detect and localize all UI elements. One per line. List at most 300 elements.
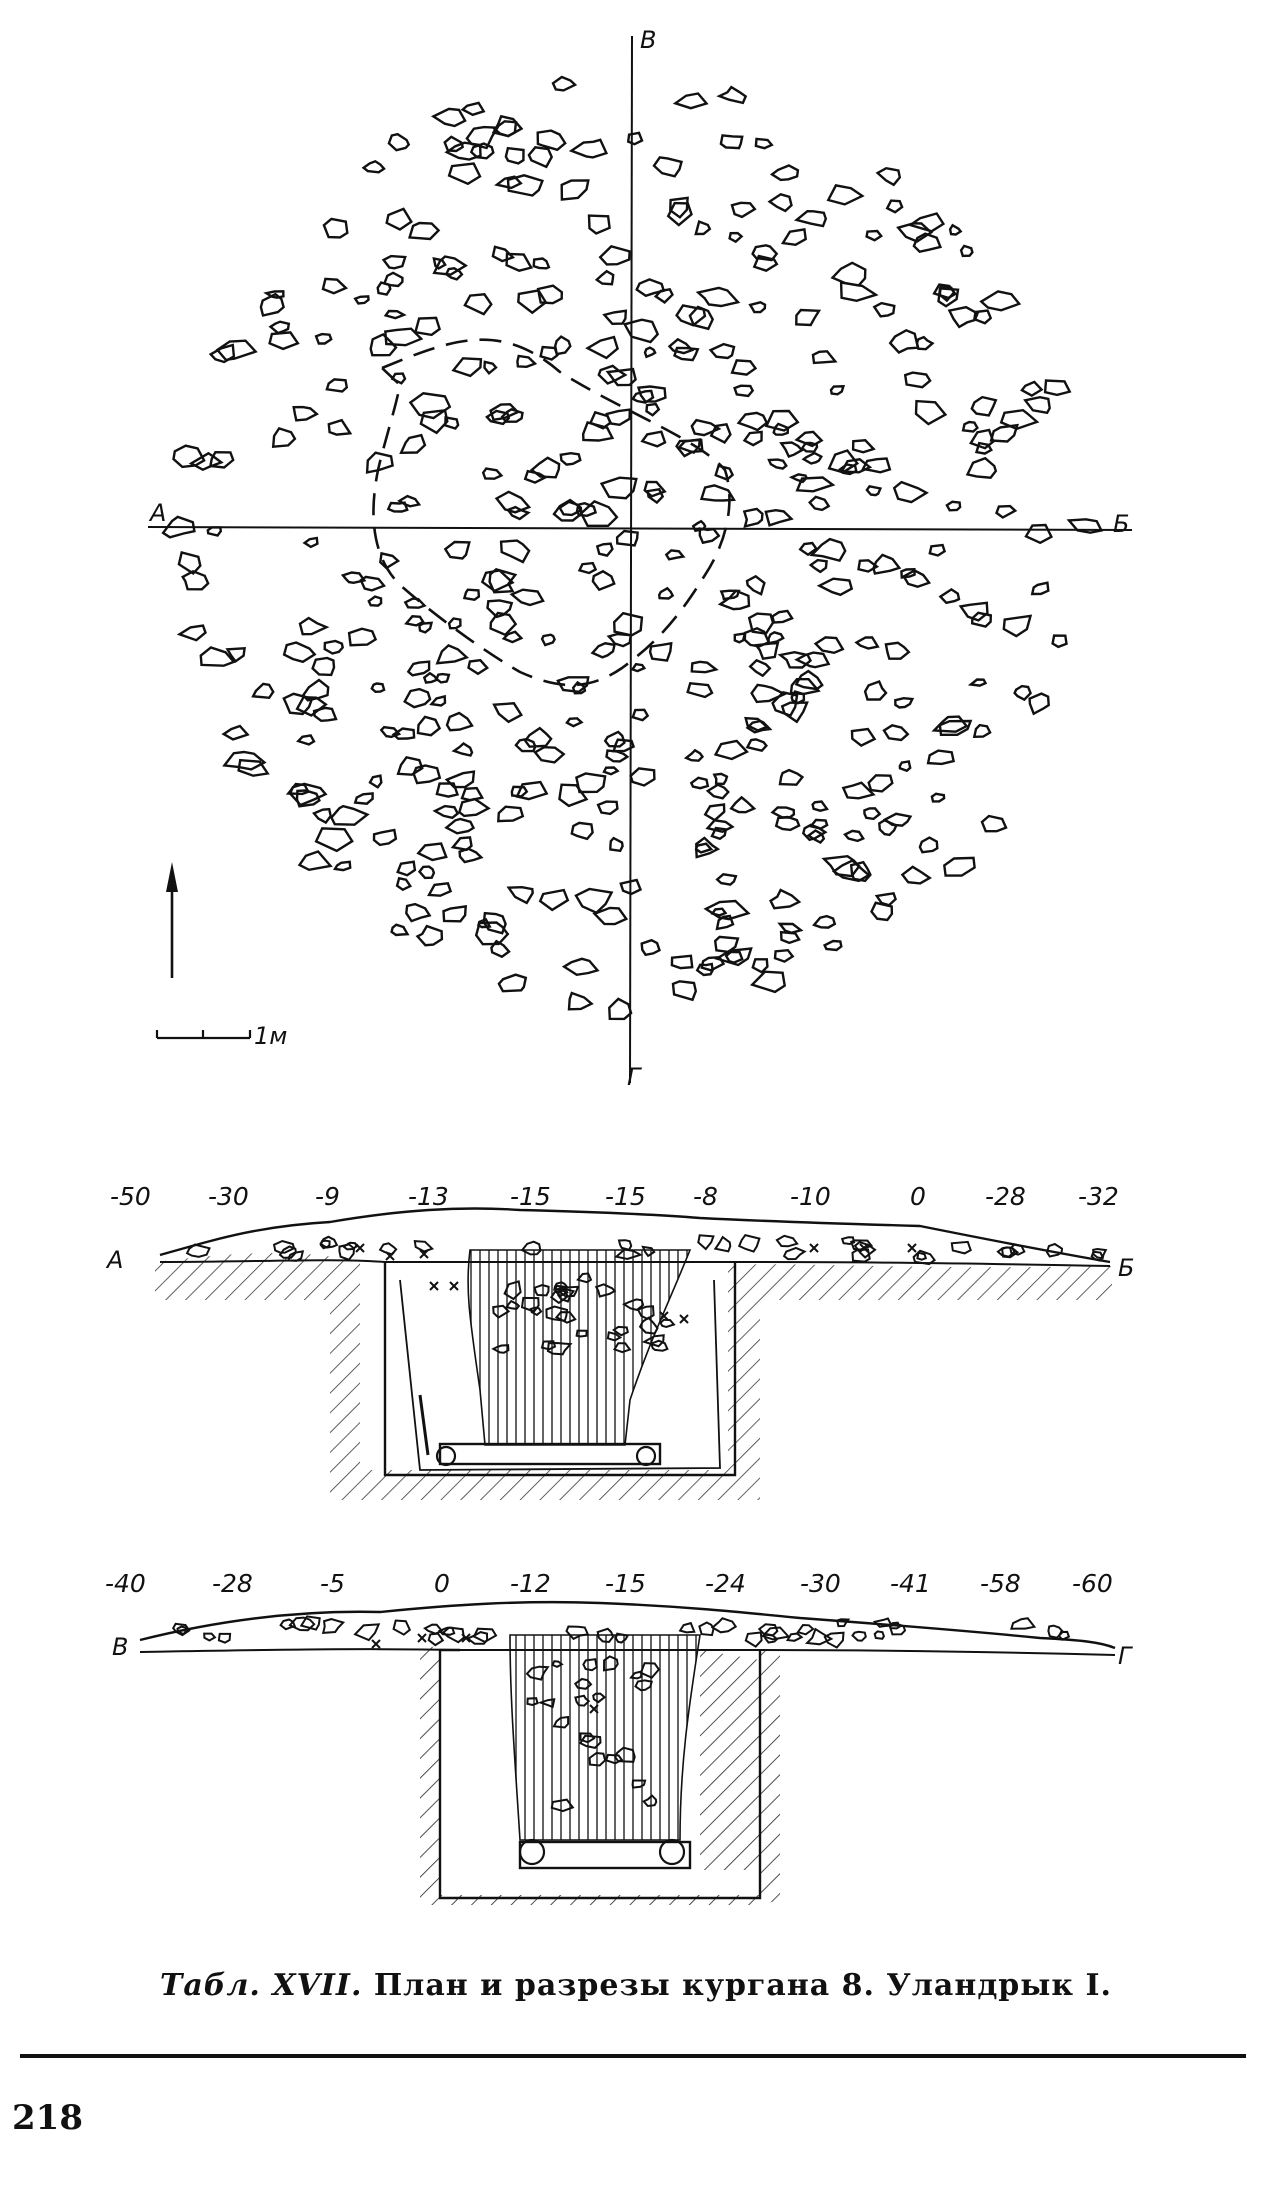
stone bbox=[208, 527, 221, 535]
stone bbox=[604, 768, 618, 775]
stone bbox=[974, 725, 990, 737]
stone bbox=[884, 725, 908, 740]
stone bbox=[716, 741, 747, 759]
stone bbox=[885, 814, 910, 826]
depth-label: -58 bbox=[980, 1569, 1021, 1598]
stone bbox=[509, 887, 533, 903]
stone bbox=[538, 131, 566, 150]
stone bbox=[271, 322, 289, 333]
stone bbox=[747, 739, 766, 750]
stone bbox=[444, 906, 466, 921]
stone bbox=[398, 757, 422, 774]
stone bbox=[756, 643, 778, 659]
stone bbox=[686, 750, 702, 760]
stone bbox=[772, 611, 792, 623]
stone bbox=[499, 975, 526, 992]
section-a-b-right-label: Б bbox=[1118, 1254, 1135, 1282]
stone bbox=[525, 728, 551, 747]
stone bbox=[512, 590, 543, 605]
stone bbox=[432, 696, 446, 705]
stone bbox=[418, 844, 446, 861]
stone bbox=[429, 883, 451, 895]
stone bbox=[387, 209, 412, 230]
stone bbox=[335, 862, 350, 870]
depth-label: -41 bbox=[890, 1569, 931, 1598]
stone bbox=[327, 379, 347, 391]
stone bbox=[680, 1623, 694, 1632]
stone bbox=[506, 148, 524, 163]
stone bbox=[670, 339, 693, 353]
stone bbox=[406, 616, 423, 625]
stone bbox=[708, 785, 729, 799]
stone bbox=[813, 351, 835, 363]
caption-text: План и разрезы кургана 8. Уландрык I. bbox=[373, 1968, 1112, 2003]
stone bbox=[564, 959, 597, 975]
depth-label: -60 bbox=[1072, 1569, 1113, 1598]
stone bbox=[895, 698, 912, 707]
stone bbox=[517, 782, 547, 799]
stone bbox=[343, 573, 364, 583]
stone bbox=[917, 1253, 925, 1260]
stone bbox=[852, 729, 875, 746]
stone bbox=[355, 296, 368, 303]
stone bbox=[833, 263, 866, 286]
stone bbox=[642, 432, 665, 447]
stone bbox=[971, 680, 986, 686]
depth-label: -10 bbox=[790, 1182, 831, 1211]
stone bbox=[228, 648, 245, 661]
depth-label: 0 bbox=[434, 1569, 450, 1598]
stone bbox=[769, 460, 786, 469]
stone bbox=[714, 774, 727, 784]
stone bbox=[696, 222, 710, 234]
stone bbox=[810, 497, 829, 510]
stone bbox=[355, 793, 372, 803]
stone bbox=[696, 844, 711, 853]
stone bbox=[381, 727, 399, 737]
stone bbox=[607, 751, 628, 762]
page-number: 218 bbox=[12, 2098, 83, 2138]
stone bbox=[580, 563, 596, 573]
stone bbox=[408, 662, 429, 676]
stone bbox=[747, 576, 764, 594]
stone bbox=[529, 147, 552, 167]
stone bbox=[435, 806, 458, 818]
stone bbox=[329, 420, 350, 434]
stone bbox=[420, 867, 434, 878]
stone bbox=[867, 486, 881, 495]
stone bbox=[773, 808, 794, 818]
stone bbox=[905, 373, 930, 388]
stone bbox=[831, 386, 843, 394]
stone bbox=[424, 673, 437, 682]
stone bbox=[569, 993, 592, 1009]
stone bbox=[708, 820, 733, 831]
stone bbox=[647, 404, 659, 415]
stone bbox=[940, 589, 959, 602]
stone bbox=[323, 279, 346, 293]
stone bbox=[746, 1633, 762, 1647]
stone bbox=[865, 682, 886, 700]
stone bbox=[917, 337, 933, 349]
stone bbox=[572, 823, 593, 839]
stone bbox=[700, 529, 719, 543]
stone bbox=[735, 386, 753, 396]
stone bbox=[598, 802, 617, 814]
stone bbox=[672, 956, 692, 968]
depth-label: -5 bbox=[320, 1569, 345, 1598]
stone bbox=[597, 271, 613, 284]
stone bbox=[414, 766, 440, 784]
stone bbox=[437, 783, 458, 796]
stone bbox=[713, 1618, 736, 1632]
stone bbox=[932, 794, 944, 802]
stone bbox=[419, 623, 431, 633]
stone bbox=[814, 916, 835, 928]
stone bbox=[841, 283, 876, 301]
stone bbox=[781, 932, 799, 943]
depth-label: -30 bbox=[208, 1182, 249, 1211]
stone bbox=[501, 541, 529, 562]
stone bbox=[589, 216, 610, 234]
stone bbox=[732, 360, 755, 374]
section-a-b bbox=[105, 1182, 1134, 1500]
stone bbox=[997, 506, 1016, 517]
stone bbox=[384, 256, 406, 268]
depth-label: -24 bbox=[705, 1569, 746, 1598]
stone bbox=[811, 820, 827, 829]
stone bbox=[483, 469, 501, 479]
stone bbox=[392, 925, 408, 935]
stone bbox=[864, 808, 879, 819]
stone bbox=[696, 838, 718, 857]
depth-label: -28 bbox=[985, 1182, 1026, 1211]
stone bbox=[534, 259, 549, 269]
stone bbox=[952, 1242, 971, 1254]
stone bbox=[593, 571, 614, 589]
stone bbox=[825, 941, 842, 950]
plan-label-b: Б bbox=[1113, 510, 1130, 538]
stone bbox=[253, 684, 273, 698]
stone bbox=[617, 531, 638, 545]
stone bbox=[811, 560, 827, 572]
stone bbox=[904, 571, 929, 587]
stone bbox=[705, 805, 724, 821]
stone bbox=[415, 1241, 432, 1251]
stone bbox=[331, 806, 367, 825]
stone bbox=[972, 397, 996, 415]
stone bbox=[739, 413, 767, 430]
stone bbox=[463, 103, 484, 115]
stone bbox=[421, 410, 447, 433]
stone bbox=[721, 135, 742, 148]
stone bbox=[369, 597, 381, 606]
stone bbox=[1045, 381, 1070, 395]
stone bbox=[711, 424, 730, 442]
stone bbox=[491, 613, 516, 635]
stone bbox=[771, 890, 800, 908]
stone bbox=[316, 828, 352, 851]
stone bbox=[744, 509, 762, 527]
depth-label: -40 bbox=[105, 1569, 146, 1598]
stone bbox=[930, 545, 945, 555]
stone bbox=[210, 452, 233, 467]
stone bbox=[494, 703, 521, 722]
stone bbox=[555, 337, 570, 355]
stone bbox=[867, 231, 882, 240]
depth-label: -28 bbox=[212, 1569, 253, 1598]
stone bbox=[857, 637, 878, 648]
depth-label: -30 bbox=[800, 1569, 841, 1598]
stone bbox=[325, 641, 343, 654]
stone bbox=[609, 999, 631, 1019]
stone bbox=[446, 819, 473, 833]
stone bbox=[780, 770, 802, 785]
stone bbox=[633, 664, 645, 671]
stone bbox=[619, 1240, 631, 1250]
stone bbox=[401, 435, 425, 453]
stone bbox=[902, 867, 929, 884]
section-v-g-depths bbox=[105, 1569, 1113, 1598]
stone bbox=[600, 246, 629, 264]
stone bbox=[281, 1620, 295, 1630]
stone bbox=[561, 453, 581, 464]
stone bbox=[944, 858, 974, 876]
stone bbox=[398, 862, 415, 875]
stone bbox=[691, 778, 708, 788]
stone bbox=[750, 660, 770, 675]
stone bbox=[879, 820, 896, 835]
stone bbox=[719, 87, 745, 103]
stone bbox=[776, 817, 799, 830]
stone bbox=[300, 618, 327, 634]
stone bbox=[576, 774, 605, 793]
stone bbox=[449, 164, 480, 184]
stone bbox=[553, 77, 575, 90]
stone bbox=[384, 273, 402, 286]
stone bbox=[429, 1634, 443, 1646]
north-arrow-icon bbox=[166, 862, 178, 978]
stone bbox=[183, 571, 208, 589]
figure-caption bbox=[0, 1968, 1272, 2003]
stone bbox=[645, 348, 655, 357]
stone bbox=[597, 544, 612, 556]
stone bbox=[853, 1632, 866, 1641]
stone bbox=[588, 337, 618, 358]
stone bbox=[371, 334, 396, 355]
stone bbox=[300, 852, 331, 870]
section-v-g-right-label: Г bbox=[1118, 1642, 1132, 1670]
stone bbox=[604, 311, 625, 324]
stone bbox=[1015, 686, 1031, 700]
stone bbox=[874, 555, 900, 574]
stone bbox=[961, 246, 972, 256]
axis-v-g bbox=[630, 36, 632, 1083]
stone bbox=[517, 356, 535, 367]
stone bbox=[916, 401, 945, 424]
stone bbox=[717, 874, 736, 884]
stone bbox=[454, 744, 472, 756]
stone bbox=[324, 219, 347, 238]
stone bbox=[711, 344, 734, 358]
stone bbox=[752, 685, 785, 702]
stone bbox=[947, 502, 960, 511]
stone bbox=[869, 775, 893, 791]
caption-prefix: Табл. XVII. bbox=[160, 1968, 363, 2003]
stone bbox=[508, 175, 542, 195]
stone bbox=[739, 1235, 759, 1252]
depth-label: -15 bbox=[605, 1182, 646, 1211]
stone bbox=[981, 291, 1019, 310]
stone bbox=[284, 643, 315, 662]
stone bbox=[1032, 583, 1048, 594]
stone bbox=[950, 225, 961, 234]
plan-view bbox=[148, 26, 1132, 1091]
stone bbox=[659, 588, 673, 598]
stone bbox=[355, 1624, 379, 1640]
stone bbox=[1022, 382, 1042, 396]
stone bbox=[654, 157, 682, 176]
stone bbox=[661, 1320, 674, 1327]
stone bbox=[593, 643, 615, 657]
stone bbox=[797, 211, 826, 226]
stone bbox=[323, 1619, 343, 1633]
stone bbox=[642, 940, 660, 955]
stone bbox=[934, 717, 967, 732]
stone bbox=[406, 904, 429, 921]
stone bbox=[750, 302, 765, 312]
stone bbox=[783, 229, 806, 244]
stone bbox=[777, 1236, 797, 1247]
stone bbox=[1053, 636, 1067, 647]
stone bbox=[174, 446, 205, 467]
stone bbox=[410, 393, 449, 418]
stone bbox=[1011, 1618, 1034, 1629]
stone bbox=[772, 166, 798, 180]
stone bbox=[756, 139, 772, 148]
stone bbox=[394, 1621, 410, 1635]
stone bbox=[397, 878, 410, 889]
stone bbox=[631, 768, 655, 785]
stone bbox=[688, 683, 712, 697]
stone bbox=[607, 410, 630, 425]
stone bbox=[890, 330, 918, 352]
stone bbox=[571, 140, 606, 158]
stone bbox=[433, 109, 465, 126]
depth-label: -50 bbox=[110, 1182, 151, 1211]
stone bbox=[699, 1623, 713, 1636]
stone bbox=[798, 1625, 813, 1634]
stone bbox=[675, 94, 706, 109]
stone bbox=[219, 1634, 230, 1643]
stone bbox=[819, 579, 851, 595]
stone bbox=[812, 539, 845, 561]
depth-label: -9 bbox=[315, 1182, 340, 1211]
section-a-b-depths bbox=[110, 1182, 1119, 1211]
stone bbox=[698, 288, 738, 306]
stone bbox=[968, 458, 996, 478]
stone bbox=[217, 341, 255, 360]
stone bbox=[410, 223, 439, 239]
stone bbox=[813, 802, 827, 811]
stone bbox=[781, 443, 802, 457]
stone bbox=[540, 890, 568, 910]
stone bbox=[650, 643, 671, 660]
depth-label: -15 bbox=[510, 1182, 551, 1211]
stone bbox=[449, 619, 460, 629]
stone bbox=[459, 799, 488, 816]
stone bbox=[418, 717, 440, 735]
stone bbox=[963, 422, 977, 432]
stone bbox=[816, 637, 843, 652]
stone bbox=[485, 362, 497, 373]
depth-label: -15 bbox=[605, 1569, 646, 1598]
stone bbox=[766, 411, 797, 431]
stone bbox=[405, 689, 430, 707]
axis-a-b bbox=[148, 527, 1132, 530]
stone bbox=[982, 816, 1006, 831]
stone bbox=[204, 1634, 215, 1641]
stone bbox=[732, 203, 755, 217]
stone bbox=[715, 1237, 730, 1251]
stone bbox=[370, 776, 381, 788]
stone bbox=[464, 590, 479, 600]
scale-label: 1м bbox=[254, 1022, 288, 1050]
stone bbox=[462, 788, 482, 800]
stone bbox=[625, 320, 658, 342]
stone bbox=[1026, 525, 1051, 543]
stone bbox=[447, 772, 474, 788]
stone bbox=[453, 358, 481, 376]
stone bbox=[294, 407, 317, 420]
depth-label: 0 bbox=[910, 1182, 926, 1211]
grave-pit-outline bbox=[373, 340, 729, 685]
stone bbox=[745, 432, 762, 445]
stone bbox=[498, 807, 523, 821]
stone bbox=[418, 926, 442, 945]
stone bbox=[389, 134, 409, 150]
stone bbox=[532, 458, 559, 478]
stone bbox=[796, 310, 819, 325]
plan-label-a: А bbox=[150, 499, 167, 527]
stone bbox=[804, 453, 822, 463]
stone bbox=[364, 161, 384, 172]
depth-label: -8 bbox=[693, 1182, 718, 1211]
stone bbox=[437, 645, 466, 663]
stone bbox=[875, 1631, 884, 1638]
stone bbox=[493, 247, 513, 261]
stone bbox=[949, 307, 977, 327]
stone bbox=[766, 510, 792, 525]
stone bbox=[273, 428, 295, 446]
stone bbox=[614, 613, 642, 635]
stone bbox=[535, 747, 564, 762]
stone bbox=[474, 1629, 496, 1642]
stone bbox=[784, 1248, 805, 1259]
stone bbox=[562, 181, 589, 200]
stone bbox=[1030, 694, 1049, 714]
stone bbox=[920, 838, 937, 853]
stone bbox=[721, 591, 739, 599]
stone bbox=[211, 345, 234, 362]
stone bbox=[971, 430, 994, 448]
stone bbox=[878, 168, 900, 185]
stone bbox=[559, 785, 586, 806]
stone bbox=[224, 726, 248, 739]
stone bbox=[887, 201, 902, 213]
section-v-g bbox=[105, 1569, 1133, 1905]
plan-label-v: В bbox=[640, 26, 657, 54]
